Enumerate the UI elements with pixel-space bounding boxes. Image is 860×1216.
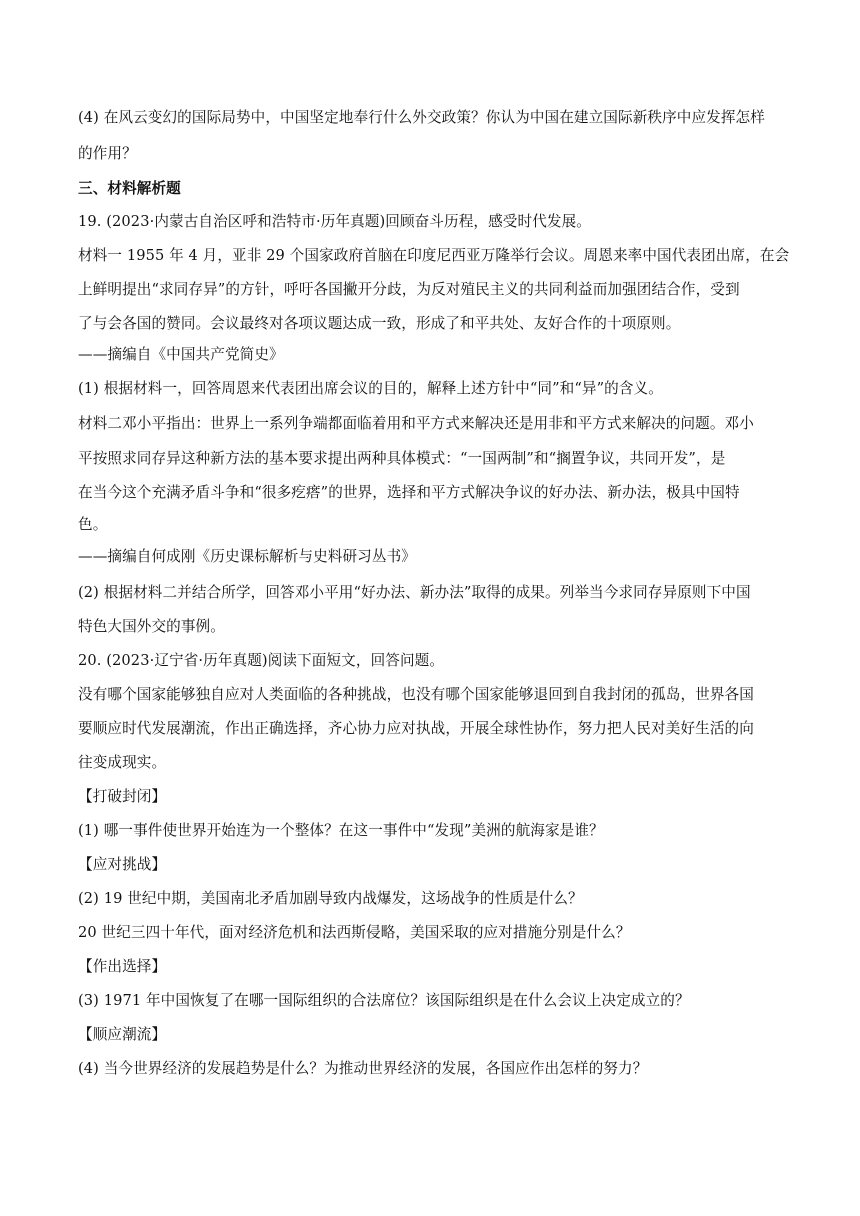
q20-passage-line1: 没有哪个国家能够独自应对人类面临的各种挑战，也没有哪个国家能够退回到自我封闭的孤岛，世界各国: [78, 686, 754, 703]
q20-tag-trends: 【顺应潮流】: [78, 1026, 167, 1043]
q20-tag-choices: 【作出选择】: [78, 958, 167, 975]
q19-header: 19. (2023·内蒙古自治区呼和浩特市·历年真题)回顾奋斗历程，感受时代发展。: [78, 213, 591, 230]
q20-header: 20. (2023·辽宁省·历年真题)阅读下面短文，回答问题。: [78, 652, 445, 669]
q19-material1-line2: 上鲜明提出“求同存异”的方针，呼吁各国撇开分歧，为反对殖民主义的共同利益而加强团结合作，受到: [78, 281, 740, 298]
q19-question2-line2: 特色大国外交的事例。: [78, 618, 225, 635]
q20-question1: (1) 哪一事件使世界开始连为一个整体？在这一事件中“发现”美洲的航海家是谁？: [78, 822, 604, 839]
q19-material2-line4: 色。: [78, 516, 108, 533]
q19-source1: ——摘编自《中国共产党简史》: [78, 346, 284, 363]
q18-part4-line2: 的作用？: [78, 145, 137, 162]
q20-question4: (4) 当今世界经济的发展趋势是什么？为推动世界经济的发展，各国应作出怎样的努力？: [78, 1060, 648, 1077]
q19-material2-line1: 材料二邓小平指出：世界上一系列争端都面临着用和平方式来解决还是用非和平方式来解决的问题。邓小: [78, 415, 754, 432]
q20-question2b: 20 世纪三四十年代，面对经济危机和法西斯侵略，美国采取的应对措施分别是什么？: [78, 924, 631, 941]
q19-source2: ——摘编自何成刚《历史课标解析与史料研习丛书》: [78, 548, 416, 565]
q19-question2-line1: (2) 根据材料二并结合所学，回答邓小平用“好办法、新办法”取得的成果。列举当今求同存异原则下中国: [78, 584, 751, 601]
q20-question2a: (2) 19 世纪中期，美国南北矛盾加剧导致内战爆发，这场战争的性质是什么？: [78, 890, 583, 907]
q20-question3: (3) 1971 年中国恢复了在哪一国际组织的合法席位？该国际组织是在什么会议上决定成立的？: [78, 992, 690, 1009]
q19-material2-line2: 平按照求同存异这种新方法的基本要求提出两种具体模式：“一国两制”和“搁置争议，共同开发”，是: [78, 450, 726, 467]
q19-material1-line1: 材料一 1955 年 4 月，亚非 29 个国家政府首脑在印度尼西亚万隆举行会议。周恩来率中国代表团出席，在会: [78, 247, 790, 264]
q19-material1-line3: 了与会各国的赞同。会议最终对各项议题达成一致，形成了和平共处、友好合作的十项原则。: [78, 315, 681, 332]
q19-question1: (1) 根据材料一，回答周恩来代表团出席会议的目的，解释上述方针中“同”和“异”的含义。: [78, 380, 663, 397]
q20-passage-line3: 往变成现实。: [78, 754, 167, 771]
section-heading: 三、材料解析题: [78, 180, 181, 197]
q18-part4-line1: (4) 在风云变幻的国际局势中，中国坚定地奉行什么外交政策？你认为中国在建立国际新秩序中应发挥怎样: [78, 109, 765, 126]
q20-passage-line2: 要顺应时代发展潮流，作出正确选择，齐心协力应对执战，开展全球性协作，努力把人民对美好生活的向: [78, 720, 754, 737]
q20-tag-break-closure: 【打破封闭】: [78, 788, 167, 805]
q19-material2-line3: 在当今这个充满矛盾斗争和“很多疙瘩”的世界，选择和平方式解决争议的好办法、新办法，极具中国特: [78, 484, 740, 501]
q20-tag-challenges: 【应对挑战】: [78, 856, 167, 873]
